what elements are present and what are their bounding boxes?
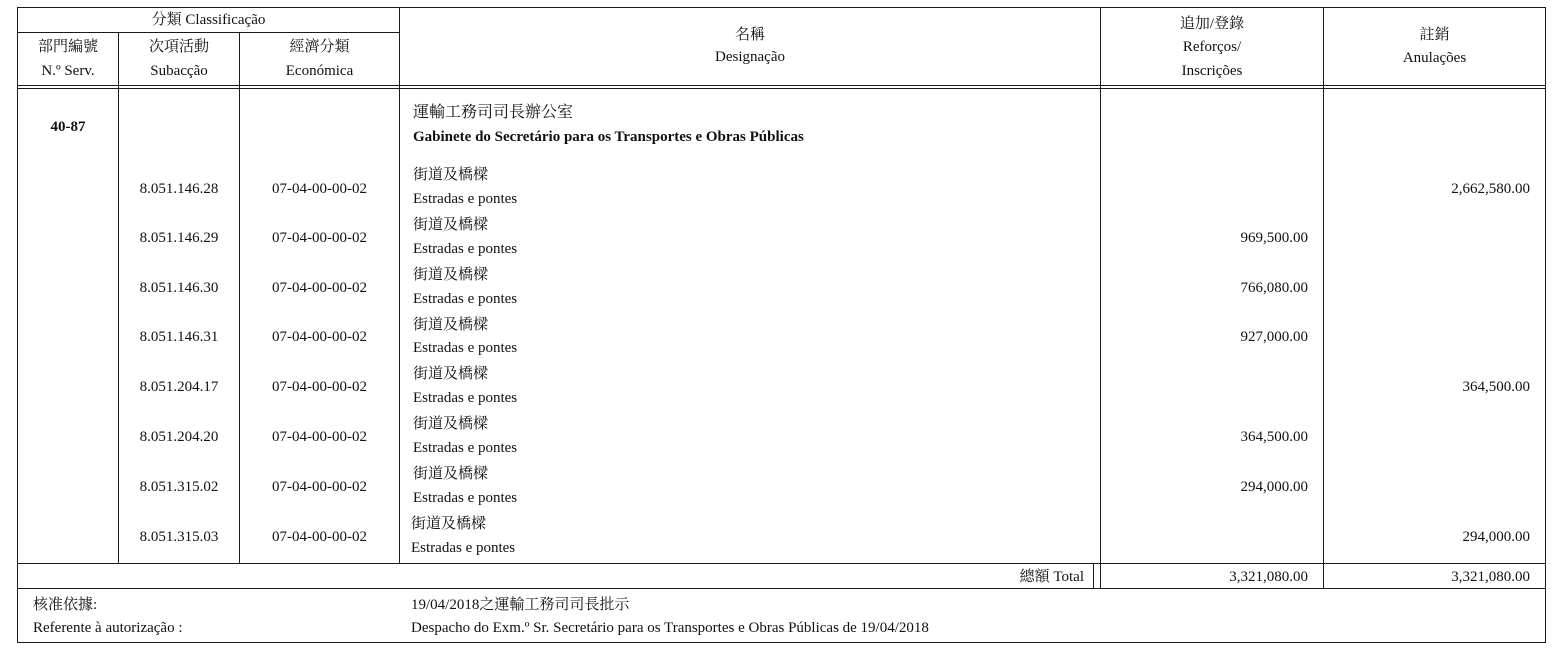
designation-zh: 街道及橋樑 — [413, 217, 489, 233]
reforco-cell: 364,500.00 — [1240, 429, 1308, 445]
dispatch-zh: 19/04/2018之運輸工務司司長批示 — [411, 597, 630, 613]
economica-cell: 07-04-00-00-02 — [272, 479, 367, 495]
reforcos-header-zh: 追加/登錄 — [1179, 16, 1245, 32]
classification-header: 分類 Classificação — [151, 12, 266, 28]
anulacao-cell: 364,500.00 — [1462, 379, 1530, 395]
anulacao-cell: 294,000.00 — [1462, 529, 1530, 545]
total-anulacoes: 3,321,080.00 — [1451, 569, 1530, 585]
economica-cell: 07-04-00-00-02 — [272, 230, 367, 246]
economica-cell: 07-04-00-00-02 — [272, 329, 367, 345]
economica-cell: 07-04-00-00-02 — [272, 529, 367, 545]
basis-label-zh: 核准依據: — [33, 597, 98, 613]
economica-cell: 07-04-00-00-02 — [272, 429, 367, 445]
designation-pt: Estradas e pontes — [413, 440, 518, 456]
subaccao-cell: 8.051.146.30 — [139, 280, 219, 296]
reforcos-header-pt2: Inscrições — [1181, 63, 1243, 79]
designation-pt: Estradas e pontes — [413, 490, 518, 506]
designation-zh: 街道及橋樑 — [413, 466, 489, 482]
total-reforcos: 3,321,080.00 — [1229, 569, 1308, 585]
dispatch-pt: Despacho do Exm.º Sr. Secretário para os Transportes e Obras Públicas de 19/04/2018 — [411, 620, 929, 636]
subaccao-cell: 8.051.204.17 — [139, 379, 219, 395]
subaccao-cell: 8.051.315.03 — [139, 529, 219, 545]
dept-header-pt: N.º Serv. — [41, 63, 95, 79]
subaccao-cell: 8.051.146.29 — [139, 230, 219, 246]
economica-header-pt: Económica — [285, 63, 354, 79]
reforco-cell: 294,000.00 — [1240, 479, 1308, 495]
economica-cell: 07-04-00-00-02 — [272, 280, 367, 296]
designation-zh: 街道及橋樑 — [413, 366, 489, 382]
anulacoes-header-zh: 註銷 — [1419, 27, 1450, 43]
designacao-header-zh: 名稱 — [734, 27, 765, 43]
designation-zh: 街道及橋樑 — [413, 267, 489, 283]
dept-header-zh: 部門編號 — [37, 39, 98, 55]
designation-zh: 街道及橋樑 — [413, 416, 489, 432]
designacao-header-pt: Designação — [715, 49, 785, 65]
economica-cell: 07-04-00-00-02 — [272, 181, 367, 197]
reforco-cell: 927,000.00 — [1240, 329, 1308, 345]
designation-zh: 街道及橋樑 — [411, 516, 487, 532]
economica-cell: 07-04-00-00-02 — [272, 379, 367, 395]
basis-label-pt: Referente à autorização : — [33, 620, 183, 636]
designation-zh: 街道及橋樑 — [413, 317, 489, 333]
designation-pt: Estradas e pontes — [413, 191, 518, 207]
department-name-zh: 運輸工務司司長辦公室 — [413, 104, 574, 121]
subaccao-cell: 8.051.204.20 — [139, 429, 219, 445]
anulacoes-header-pt: Anulações — [1402, 50, 1467, 66]
subaccao-header-pt: Subacção — [150, 63, 208, 79]
designation-pt: Estradas e pontes — [413, 291, 518, 307]
designation-pt: Estradas e pontes — [413, 241, 518, 257]
designation-pt: Estradas e pontes — [413, 390, 518, 406]
subaccao-cell: 8.051.315.02 — [139, 479, 219, 495]
subaccao-cell: 8.051.146.31 — [139, 329, 219, 345]
reforcos-header-pt1: Reforços/ — [1182, 39, 1242, 55]
designation-pt: Estradas e pontes — [413, 340, 518, 356]
department-name-pt: Gabinete do Secretário para os Transportes e Obras Públicas — [413, 129, 804, 145]
anulacao-cell: 2,662,580.00 — [1451, 181, 1530, 197]
designation-pt: Estradas e pontes — [411, 540, 516, 556]
total-label: 總額 Total — [1019, 569, 1084, 585]
subaccao-header-zh: 次項活動 — [148, 39, 209, 55]
reforco-cell: 969,500.00 — [1240, 230, 1308, 246]
department-code: 40-87 — [50, 119, 86, 135]
reforco-cell: 766,080.00 — [1240, 280, 1308, 296]
designation-zh: 街道及橋樑 — [413, 167, 489, 183]
economica-header-zh: 經濟分類 — [289, 39, 350, 55]
subaccao-cell: 8.051.146.28 — [139, 181, 219, 197]
